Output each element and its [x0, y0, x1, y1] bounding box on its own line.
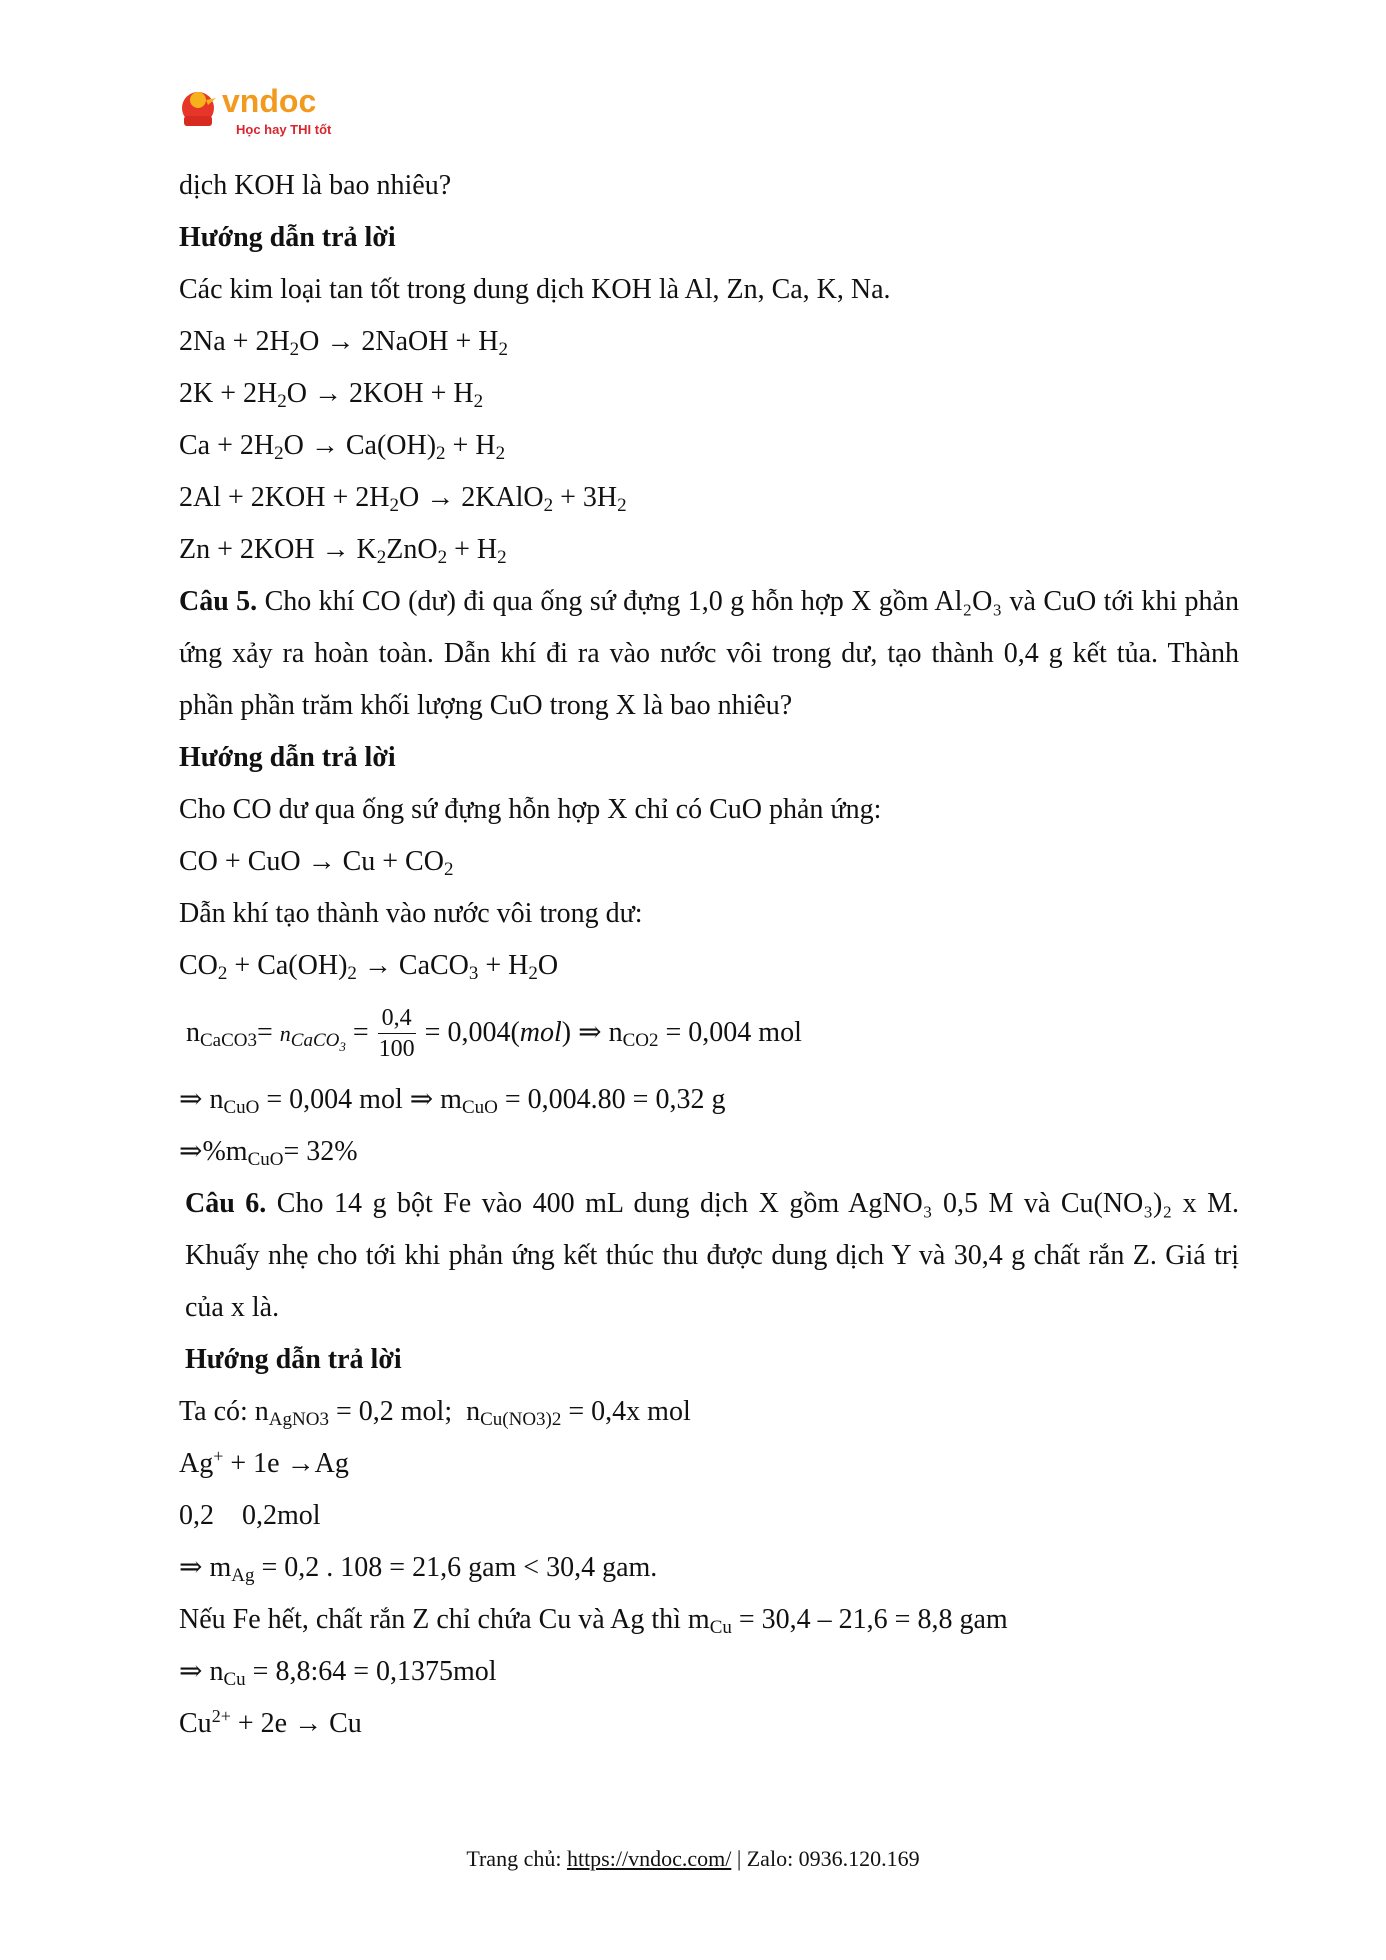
question-5 — [179, 576, 1239, 732]
vndoc-logo — [176, 78, 366, 142]
equation: $\Rightarrow\%m_{CuO}= 32\%$ — [179, 1136, 358, 1170]
question-text: Cho khí CO (dư) đi qua ống sứ đựng 1,0 g hỗn hợp X gồm Al₂O₃ và CuO tới khi phản ứng xảy ra hoàn toàn. Dẫn khí đi ra vào nước vôi trong dư, tạo thành 0,4 g kết tủa. Thành phần phần trăm khối lượng CuO trong X là bao nhiêu? — [179, 586, 1239, 721]
equation: Ta có: $n_{AgNO3} = 0,2$ mol; $n_{Cu(NO3)2} = 0,4x$ mol — [179, 1396, 691, 1430]
question-label: Câu 6. — [185, 1188, 267, 1219]
equation: $Cu^{2+} + 2e \to Cu$ — [179, 1706, 362, 1739]
text-line: 0,2 0,2mol — [179, 1500, 321, 1531]
equation: $CO_2 + Ca(OH)_2$ → CaCO$_3$ + $H_2O$ — [179, 950, 559, 984]
equation: ⇒ $n_{CuO} = 0,004$ mol ⇒ $m_{CuO} = 0,004.80 = 0,32$ g — [179, 1084, 726, 1118]
equation: Nếu Fe hết, chất rắn Z chỉ chứa Cu và Ag thì $m_{Cu} = 30,4 - 21,6 = 8,8$ gam — [179, 1604, 1008, 1638]
question-6 — [179, 1178, 1239, 1334]
svg-text:Học hay THI tốt: Học hay THI tốt — [236, 122, 332, 137]
equation: $Ca + 2H_2O \to Ca(OH)_2 + H_2$ — [179, 430, 506, 464]
equation: ⇒ $m_{Ag} = 0,2$ . 108 = 21,6 gam < 30,4 gam. — [179, 1552, 658, 1586]
equation: $Zn + 2KOH \to K_2ZnO_2 + H_2$ — [179, 534, 507, 568]
fraction: $\frac{0,4}{100}$ — [378, 1004, 415, 1062]
page-footer — [0, 1846, 1386, 1872]
equation: $2Al + 2KOH + 2H_2O$ → 2KAlO$_2$ + $3H_2$ — [179, 482, 627, 516]
text-line: Dẫn khí tạo thành vào nước vôi trong dư: — [179, 898, 643, 929]
section-heading: Hướng dẫn trả lời — [179, 742, 396, 773]
equation: $2K + 2H_2O \to 2KOH + H_2$ — [179, 378, 484, 412]
svg-text:vndoc: vndoc — [222, 83, 317, 119]
question-text: Cho 14 g bột Fe vào 400 mL dung dịch X gồm AgNO₃ 0,5 M và Cu(NO₃)₂ x M. Khuấy nhẹ cho tới khi phản ứng kết thúc thu được dung dịch Y và 30,4 g chất rắn Z. Giá trị của x là. — [185, 1188, 1240, 1323]
text-line: Các kim loại tan tốt trong dung dịch KOH là Al, Zn, Ca, K, Na. — [179, 274, 891, 305]
question-label: Câu 5. — [179, 586, 258, 617]
equation: ⇒ $n_{Cu}$ = 8,8:64 = 0,1375mol — [179, 1656, 497, 1690]
equation: Ag+ + 1e →Ag — [179, 1446, 349, 1479]
equation: CO + CuO → $Cu + CO_2$ — [179, 846, 454, 880]
text-line: dịch KOH là bao nhiêu? — [179, 170, 452, 201]
page-content — [179, 160, 1239, 1750]
text-line: Cho CO dư qua ống sứ đựng hỗn hợp X chỉ có CuO phản ứng: — [179, 794, 882, 825]
footer-contact: | Zalo: 0936.120.169 — [731, 1846, 920, 1871]
homepage-link[interactable]: https://vndoc.com/ — [566, 1846, 732, 1871]
section-heading: Hướng dẫn trả lời — [185, 1344, 402, 1375]
equation: $2Na + 2H_2O$ → 2NaOH + $H_2$ — [179, 326, 508, 360]
footer-prefix: Trang chủ: — [466, 1846, 567, 1871]
mascot-icon — [182, 92, 216, 126]
section-heading: Hướng dẫn trả lời — [179, 222, 396, 253]
equation-fraction: $n_{CaCO3}= n_{CaCO_3}$ = $\frac{0,4}{100}$ = 0,004(mol) ⇒ $n_{CO2} = 0,004$ mol — [179, 1004, 802, 1062]
